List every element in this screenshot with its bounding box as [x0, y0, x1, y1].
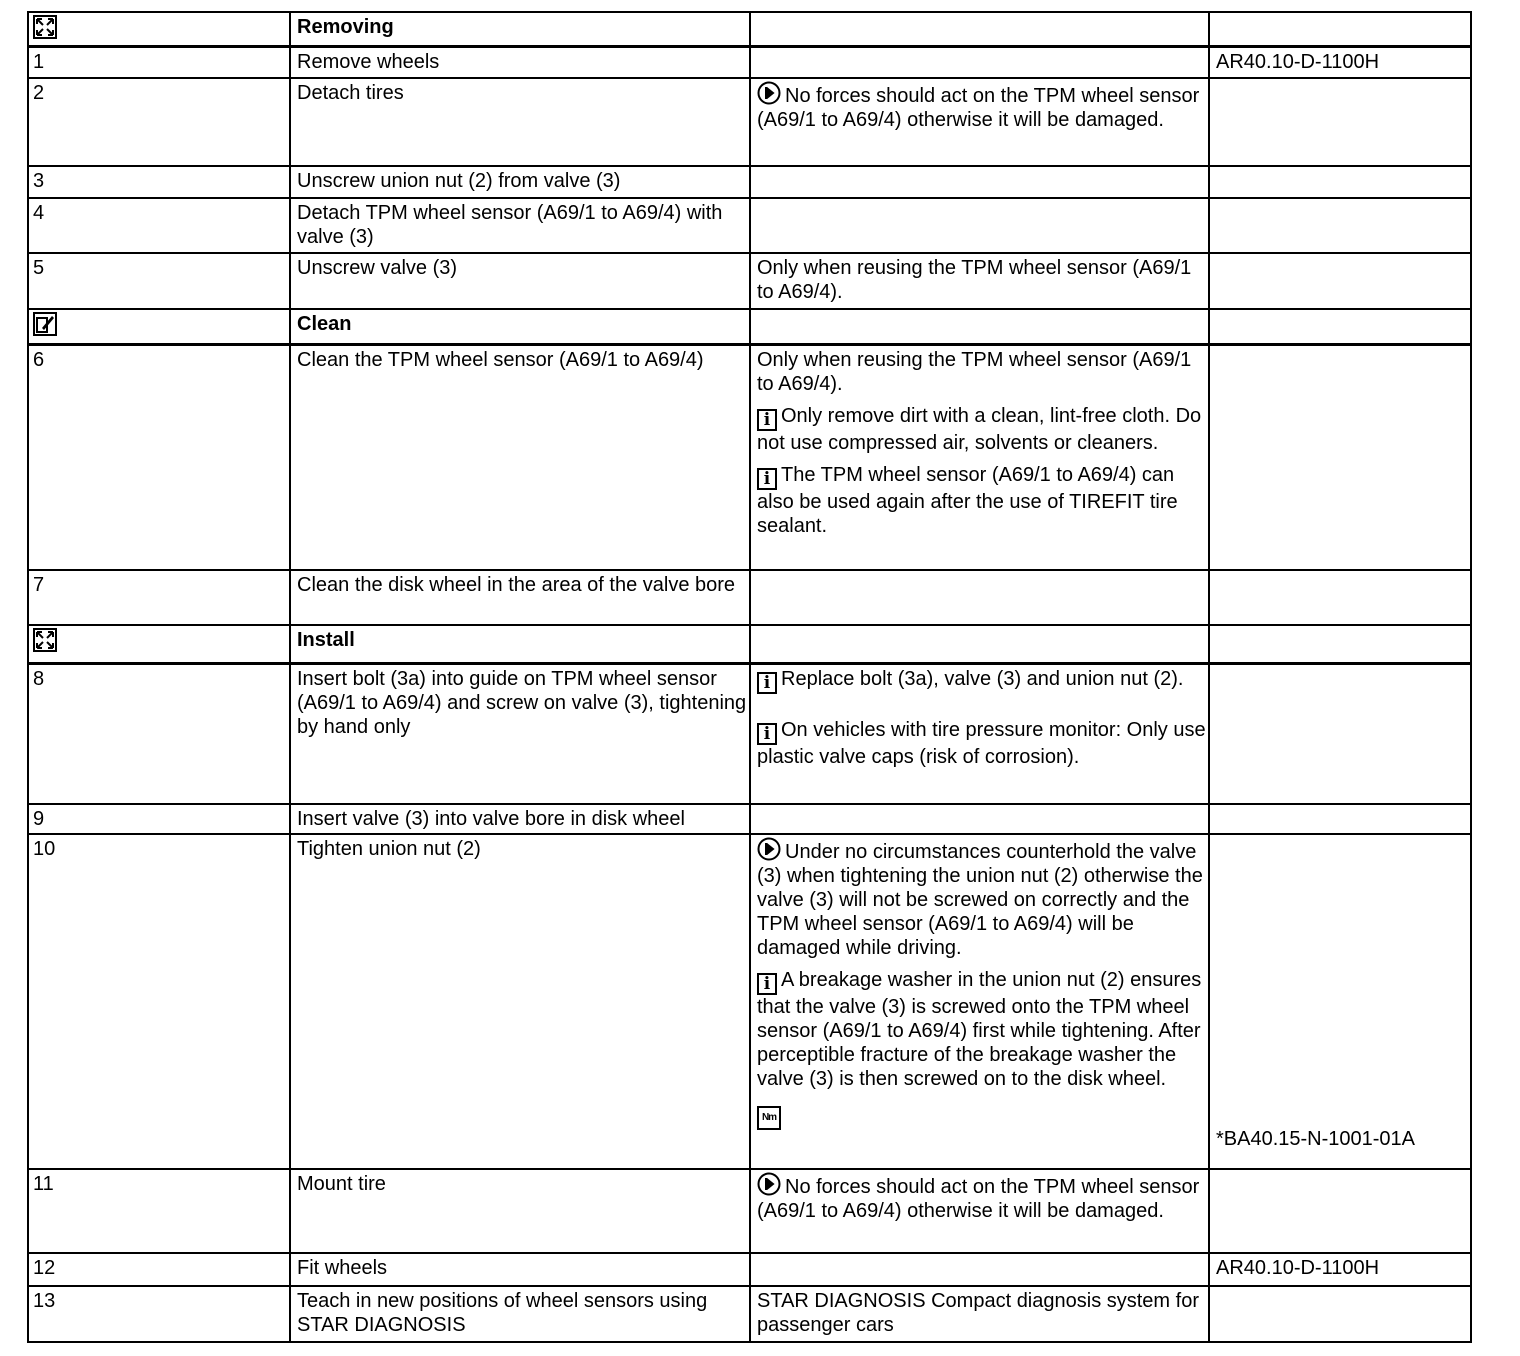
step-text: Insert valve (3) into valve bore in disk wheel	[290, 804, 750, 834]
info-icon: i	[757, 468, 777, 490]
step-text: Clean the disk wheel in the area of the valve bore	[290, 570, 750, 625]
section-row-install	[28, 625, 1471, 663]
note-text: No forces should act on the TPM wheel sensor (A69/1 to A69/4) otherwise it will be damaged.	[757, 85, 1200, 131]
caution-icon	[757, 1172, 781, 1196]
step-reference: *BA40.15-N-1001-01A	[1216, 1128, 1416, 1150]
table-row	[28, 78, 1471, 166]
step-text: Detach TPM wheel sensor (A69/1 to A69/4) with valve (3)	[290, 198, 750, 253]
step-number: 11	[28, 1169, 290, 1253]
info-note	[757, 667, 1208, 694]
info-note	[757, 404, 1208, 455]
step-text: Mount tire	[290, 1169, 750, 1253]
info-icon: i	[757, 409, 777, 431]
step-text: Remove wheels	[290, 46, 750, 78]
note-text: Replace bolt (3a), valve (3) and union nut (2).	[781, 667, 1184, 690]
step-number: 5	[28, 253, 290, 309]
note-text: The TPM wheel sensor (A69/1 to A69/4) can also be used again after the use of TIREFIT tire sealant.	[757, 463, 1178, 537]
clean-icon	[33, 312, 57, 336]
note-text: Only when reusing the TPM wheel sensor (A69/1 to A69/4).	[757, 348, 1192, 395]
note-text: Only when reusing the TPM wheel sensor (A69/1 to A69/4).	[750, 253, 1209, 309]
step-text: Clean the TPM wheel sensor (A69/1 to A69/4)	[290, 344, 750, 570]
caution-icon	[757, 81, 781, 105]
table-row	[28, 198, 1471, 253]
section-title-install: Install	[290, 625, 750, 663]
table-row	[28, 166, 1471, 198]
step-text: Fit wheels	[290, 1253, 750, 1286]
table-row	[28, 1253, 1471, 1286]
table-row	[28, 46, 1471, 78]
info-note	[757, 968, 1208, 1091]
step-text: Tighten union nut (2)	[290, 834, 750, 1169]
step-number: 10	[28, 834, 290, 1169]
step-text: Detach tires	[290, 78, 750, 166]
step-number: 3	[28, 166, 290, 198]
torque-icon: Nm	[757, 1106, 781, 1130]
note-text: Under no circumstances counterhold the valve (3) when tightening the union nut (2) otherwise the valve (3) will not be screwed on correctly and the TPM wheel sensor (A69/1 to A69/4) will be damaged while driving.	[757, 841, 1203, 959]
caution-icon	[757, 837, 781, 861]
section-title-removing: Removing	[290, 12, 750, 46]
warning-note	[757, 837, 1208, 960]
remove-install-icon	[33, 15, 57, 39]
info-note	[757, 718, 1208, 769]
step-number: 12	[28, 1253, 290, 1286]
step-text: Unscrew union nut (2) from valve (3)	[290, 166, 750, 198]
remove-install-icon	[33, 628, 57, 652]
note-text: Only remove dirt with a clean, lint-free cloth. Do not use compressed air, solvents or cleaners.	[757, 404, 1202, 454]
table-row	[28, 834, 1471, 1169]
step-number: 7	[28, 570, 290, 625]
warning-note	[757, 81, 1208, 132]
step-number: 13	[28, 1286, 290, 1342]
table-row	[28, 1286, 1471, 1342]
info-icon: i	[757, 672, 777, 694]
step-number: 2	[28, 78, 290, 166]
step-text: Insert bolt (3a) into guide on TPM wheel sensor (A69/1 to A69/4) and screw on valve (3), tightening by hand only	[290, 663, 750, 804]
table-row	[28, 663, 1471, 804]
table-row	[28, 804, 1471, 834]
table-row	[28, 253, 1471, 309]
warning-note	[757, 1172, 1208, 1223]
step-number: 4	[28, 198, 290, 253]
step-number: 8	[28, 663, 290, 804]
step-reference: AR40.10-D-1100H	[1209, 46, 1471, 78]
note-text: On vehicles with tire pressure monitor: Only use plastic valve caps (risk of corrosion).	[757, 718, 1206, 768]
step-number: 9	[28, 804, 290, 834]
info-icon: i	[757, 723, 777, 745]
procedure-table	[27, 11, 1472, 1343]
note-text: A breakage washer in the union nut (2) ensures that the valve (3) is screwed onto the TPM wheel sensor (A69/1 to A69/4) first while tightening. After perceptible fracture of the breakage washer the valve (3) is then screwed on to the disk wheel.	[757, 969, 1202, 1090]
step-text: Teach in new positions of wheel sensors using STAR DIAGNOSIS	[290, 1286, 750, 1342]
note-text: No forces should act on the TPM wheel sensor (A69/1 to A69/4) otherwise it will be damaged.	[757, 1176, 1200, 1222]
step-number: 6	[28, 344, 290, 570]
step-text: Unscrew valve (3)	[290, 253, 750, 309]
section-title-clean: Clean	[290, 309, 750, 344]
table-row	[28, 570, 1471, 625]
section-row-clean	[28, 309, 1471, 344]
note-text: STAR DIAGNOSIS Compact diagnosis system for passenger cars	[750, 1286, 1209, 1342]
section-row-removing	[28, 12, 1471, 46]
table-row	[28, 344, 1471, 570]
info-note	[757, 463, 1208, 538]
step-reference: AR40.10-D-1100H	[1209, 1253, 1471, 1286]
step-number: 1	[28, 46, 290, 78]
info-icon: i	[757, 973, 777, 995]
table-row	[28, 1169, 1471, 1253]
